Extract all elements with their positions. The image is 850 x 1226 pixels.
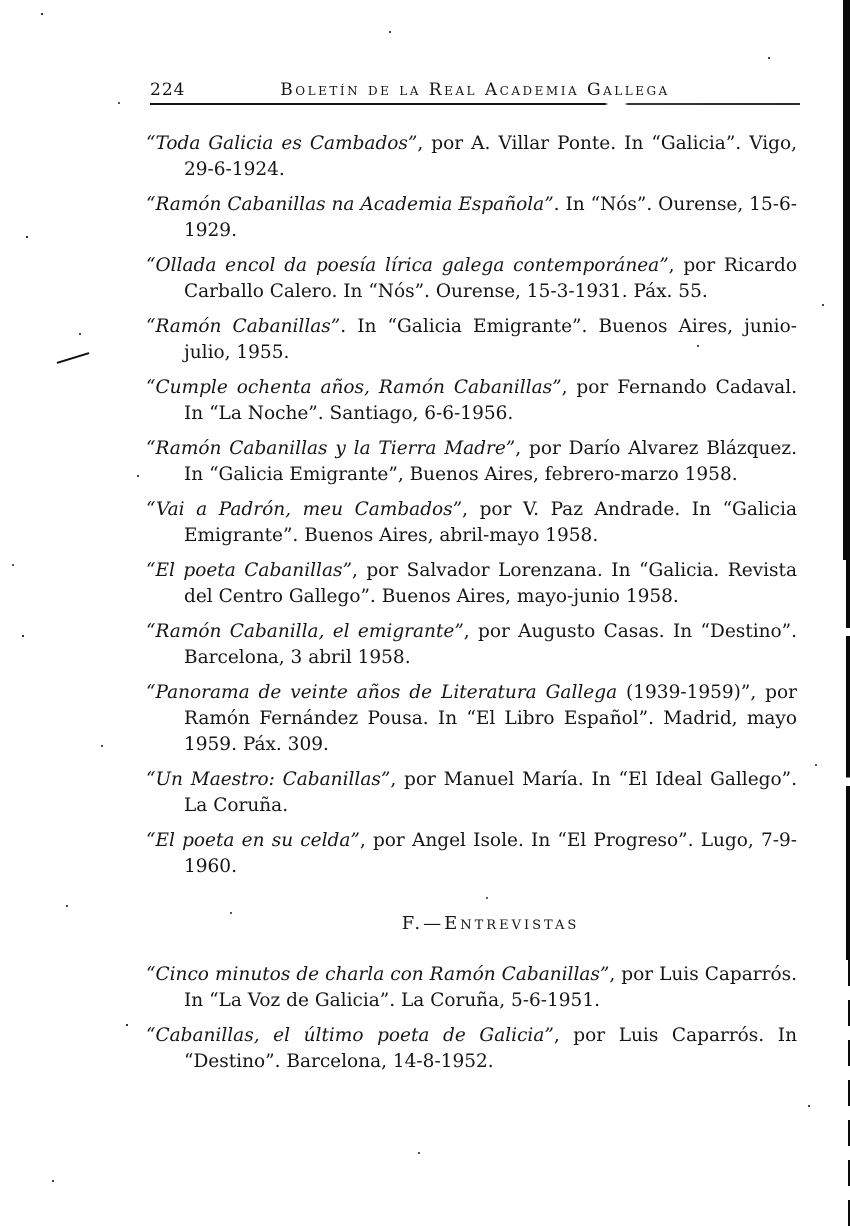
entry-title: “Cinco minutos de charla con Ramón Cabanillas” bbox=[146, 964, 610, 985]
entry-details: , por A. Villar Ponte. In “Galicia”. Vigo, 29-6-1924. bbox=[184, 133, 798, 180]
entry-details: (1939-1959)”, por Ramón Fernández Pousa. In “El Libro Español”. Madrid, mayo 1959. Páx. 309. bbox=[184, 682, 797, 755]
entry-title: “Ollada encol da poesía lírica galega contemporánea” bbox=[146, 255, 669, 276]
entry-title: “Cabanillas, el último poeta de Galicia” bbox=[146, 1025, 554, 1046]
bibliography-entry bbox=[146, 131, 798, 183]
entry-details: , por Salvador Lorenzana. In “Galicia. Revista del Centro Gallego”. Buenos Aires, mayo-junio 1958. bbox=[184, 560, 797, 607]
entry-details: , por Angel Isole. In “El Progreso”. Lugo, 7-9-1960. bbox=[184, 830, 798, 877]
stray-pen-mark bbox=[56, 352, 89, 364]
entry-title: “Ramón Cabanilla, el emigrante” bbox=[146, 621, 464, 642]
bibliography-entry bbox=[146, 314, 797, 366]
running-title: Boletín de la Real Academia Gallega bbox=[280, 80, 670, 100]
bibliography-entry bbox=[146, 497, 797, 549]
bibliography-entry bbox=[146, 619, 797, 671]
page-number: 224 bbox=[150, 80, 186, 100]
scan-noise-specks bbox=[0, 0, 2, 2]
bibliography-entry bbox=[146, 680, 797, 758]
entry-title: “Ramón Cabanillas y la Tierra Madre” bbox=[146, 438, 516, 459]
entry-title: “El poeta Cabanillas” bbox=[146, 560, 352, 581]
entry-title: “Toda Galicia es Cambados” bbox=[146, 133, 418, 154]
entry-details: , por Luis Caparrós. In “Destino”. Barcelona, 14-8-1952. bbox=[184, 1025, 797, 1072]
section-heading: F.—Entrevistas bbox=[401, 913, 580, 934]
scan-edge-artifact-top bbox=[843, 0, 850, 560]
entry-details: . In “Galicia Emigrante”. Buenos Aires, junio-julio, 1955. bbox=[184, 316, 797, 363]
bibliography-column bbox=[146, 131, 798, 1084]
entry-details: , por Fernando Cadaval. In “La Noche”. Santiago, 6-6-1956. bbox=[184, 377, 798, 424]
entry-details: , por Darío Alvarez Blázquez. In “Galicia Emigrante”, Buenos Aires, febrero-marzo 1958. bbox=[184, 438, 798, 485]
page-header bbox=[150, 80, 800, 102]
bibliography-entry bbox=[146, 436, 798, 488]
entry-details: , por Luis Caparrós. In “La Voz de Galicia”. La Coruña, 5-6-1951. bbox=[184, 964, 797, 1011]
bibliography-entry bbox=[146, 767, 797, 819]
entry-details: , por Augusto Casas. In “Destino”. Barcelona, 3 abril 1958. bbox=[184, 621, 797, 668]
entry-details: , por Ricardo Carballo Calero. In “Nós”. Ourense, 15-3-1931. Páx. 55. bbox=[184, 255, 797, 302]
entry-title: “El poeta en su celda” bbox=[146, 830, 360, 851]
bibliography-entry bbox=[146, 253, 797, 305]
entry-details: . In “Nós”. Ourense, 15-6-1929. bbox=[184, 194, 797, 241]
entry-title: “Cumple ochenta años, Ramón Cabanillas” bbox=[146, 377, 562, 398]
entry-title: “Ramón Cabanillas” bbox=[146, 316, 341, 337]
entrevistas-list bbox=[146, 962, 797, 1075]
entry-details: , por V. Paz Andrade. In “Galicia Emigrante”. Buenos Aires, abril-mayo 1958. bbox=[184, 499, 797, 546]
bibliography-entry bbox=[146, 962, 797, 1014]
bibliography-list bbox=[146, 131, 798, 880]
bibliography-entry bbox=[146, 375, 798, 427]
bibliography-entry bbox=[146, 828, 798, 880]
entry-details: , por Manuel María. In “El Ideal Gallego”. La Coruña. bbox=[184, 769, 797, 816]
bibliography-entry bbox=[146, 558, 797, 610]
bibliography-entry bbox=[146, 192, 797, 244]
entry-title: “Ramón Cabanillas na Academia Española” bbox=[146, 194, 554, 215]
entry-title: “Un Maestro: Cabanillas” bbox=[146, 769, 391, 790]
header-rule bbox=[150, 103, 800, 105]
bibliography-entry bbox=[146, 1023, 797, 1075]
entry-title: “Vai a Padrón, meu Cambados” bbox=[146, 499, 463, 520]
entry-title: “Panorama de veinte años de Literatura Gallega bbox=[146, 682, 618, 703]
scan-edge-artifact-middle bbox=[846, 555, 850, 960]
